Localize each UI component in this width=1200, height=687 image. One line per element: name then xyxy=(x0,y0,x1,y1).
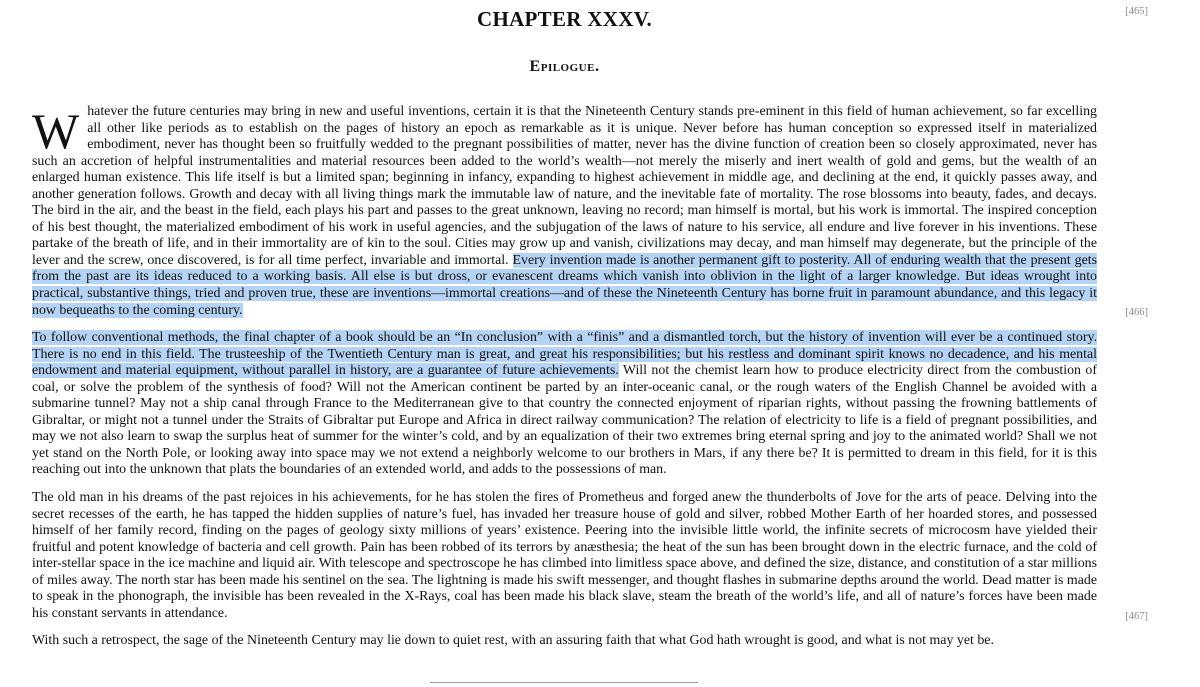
page-number-467: [467] xyxy=(1125,611,1148,622)
page-number-466: [466] xyxy=(1125,307,1148,318)
paragraph-3: The old man in his dreams of the past rejoices in his achievements, for he has stolen the fires of Prometheus and forged anew the thunderbolts of Jove for the arts of peace. Delving into the secret recesses of the earth, he has tapped the hidden supplies of nature’s fuel, has invaded her treasure house of gold and silver, robbed Mother Earth of her hoarded stores, and possessed himself of her family record, finding on the pages of geology sixty millions of years’ existence. Peering into the invisible little world, the infinite secrets of microcosm have yielded their fruitful and potent knowledge of bacteria and cell growth. Pain has been robbed of its terrors by anæsthesia; the heat of the sun has been brought down in the electric furnace, and the cold of inter-stellar space in the ice machine and liquid air. With telescope and spectroscope he has climbed into limitless space above, and defined the size, distance, and constitution of a star millions of miles away. The north star has been made his sentinel on the sea. The lightning is made his swift messenger, and thought flashes in submarine depths around the world. Dead matter is made to speak in the phonograph, the invisible has been revealed in the X-Rays, coal has been made his black slave, steam the breath of the world’s life, and all of nature’s forces have been made his constant servants in attendance. xyxy=(32,490,1097,621)
paragraph-2 xyxy=(32,330,1097,479)
paragraph-4: With such a retrospect, the sage of the Nineteenth Century may lie down to quiet rest, with an assuring faith that what God hath wrought is good, and what is not may yet be. xyxy=(32,633,994,649)
chapter-subtitle: Epilogue. xyxy=(529,58,600,75)
end-rule xyxy=(430,682,698,683)
drop-cap: W xyxy=(32,103,80,159)
highlighted-selection-1[interactable]: Every invention made is another permanent gift to posterity. All of enduring wealth that the present gets from the past are its ideas reduced to a working basis. All else is but dross, or evanescent dreams which vanish into oblivion in the light of a larger knowledge. But ideas wrought into practical, substantive things, tried and proven true, these are inventions—immortal creations—and of these the Nineteenth Century has borne fruit in paramount abundance, and this legacy it now bequeaths to the coming century. xyxy=(32,252,1097,318)
page-number-465: [465] xyxy=(1125,6,1148,17)
document-body xyxy=(32,0,1097,650)
paragraph-1 xyxy=(32,104,1097,319)
paragraph-2-text: Will not the chemist learn how to produce electricity direct from the combustion of coal, or solve the problem of the synthesis of food? Will not the American continent be parted by an inter-oceanic canal, or the rough waters of the English Channel be avoided with a submarine tunnel? May not a ship canal through France to the Mediterranean give to that country the connected enjoyment of riparian rights, without passing the frowning battlements of Gibraltar, or might not a tunnel under the Straits of Gibraltar put Europe and Africa in direct railway communication? The relation of electricity to life is a field of pregnant possibilities, and may we not also learn to swap the surplus heat of summer for the winter’s cold, and by an equalization of their two extremes bring eternal spring and joy to the animated world? Shall we not yet stand on the North Pole, or looking away into space may we not extend a neighborly welcome to our brothers in Mars, if any there be? It is permitted to dream in this field, for it is this reaching out into the unknown that plats the boundaries of an extended world, and adds to the possessions of man. xyxy=(32,363,1097,478)
highlighted-selection-2[interactable]: To follow conventional methods, the final chapter of a book should be an “In conclusion” with a “finis” and a dismantled torch, but the history of invention will ever be a continued story. There is no end in this field. The trusteeship of the Twentieth Century man is great, and great his responsibilities; but his restless and dominant spirit knows no decadence, and his mental endowment and material equipment, without parallel in history, are a guarantee of future achievements. xyxy=(32,330,1097,379)
chapter-title: CHAPTER XXXV. xyxy=(476,7,653,31)
paragraph-1-text: hatever the future centuries may bring in new and useful inventions, certain it is that the Nineteenth Century stands pre-eminent in this field of human achievement, so far excelling all other like periods as to establish on the pages of history an epoch as remarkable as it is unique. Never before has human conception so expressed itself in materialized embodiment, never has thought been so fruitfully wedded to the pregnant possibilities of matter, never has the divine function of creation been so closely approximated, never has such an accretion of helpful instrumentalities and material resources been added to the world’s wealth—not merely the miserly and inert wealth of gold and gems, but the wealth of an enlarged human existence. This life itself is but a limited span; beginning in infancy, expanding to highest achievement in middle age, and declining at the end, it quickly passes away, and another generation follows. Growth and decay with all living things mark the immutable law of nature, and the inevitable fate of mortality. The rose blossoms into beauty, fades, and decays. The bird in the air, and the beast in the field, each plays his part and passes to the great unknown, leaving no record; man himself is mortal, but his work is immortal. The inspired conception of his best thought, the materialized embodiment of his work in useful agencies, and the subjugation of the laws of nature to his service, all endure and live forever in his inventions. These partake of the breath of life, and in their immortality are of kin to the soul. Cities may grow up and vanish, civilizations may decay, and man himself may degenerate, but the principle of the lever and the screw, once discovered, is for all time perfect, invariable and immortal. xyxy=(32,104,1097,268)
